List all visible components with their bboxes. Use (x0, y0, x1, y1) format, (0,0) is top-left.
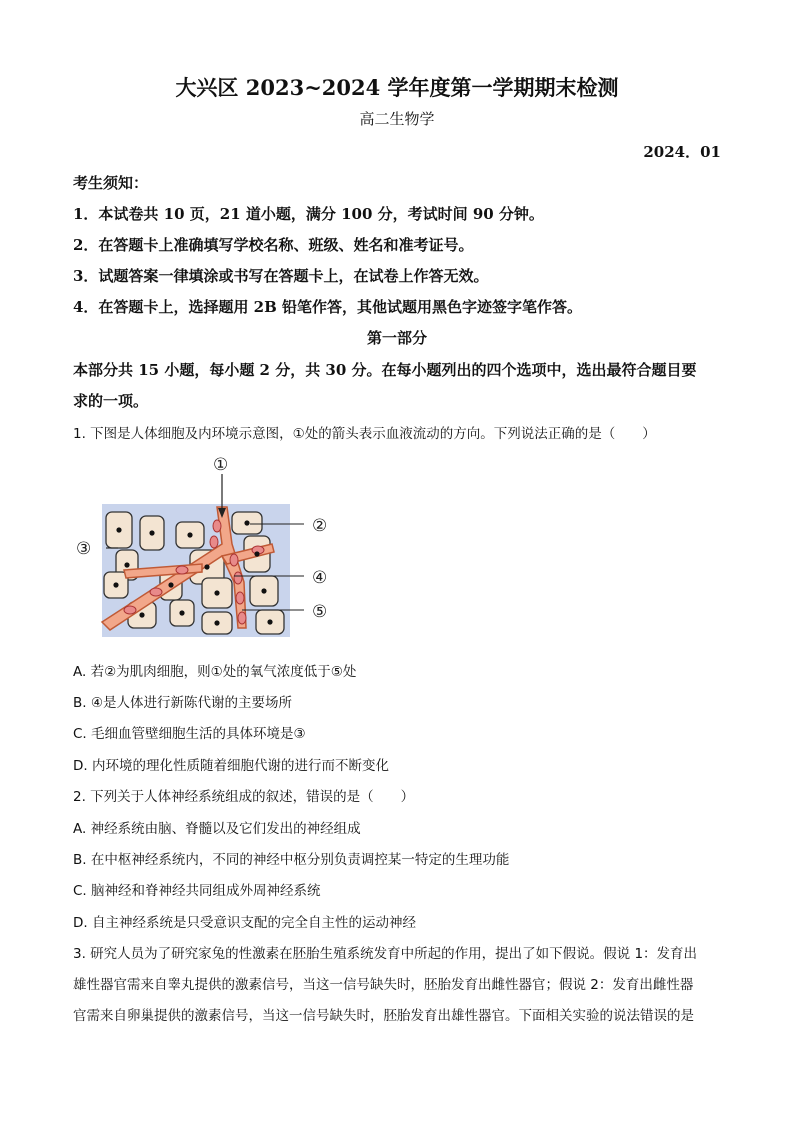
figure-label: ② (312, 516, 328, 536)
red-blood-cell (238, 612, 246, 624)
red-blood-cell (210, 536, 218, 548)
question-stem: 官需来自卵巢提供的激素信号，当这一信号缺失时，胚胎发育出雄性器官。下面相关实验的说法错误的是 (73, 1008, 694, 1024)
question-stem: 2. 下列关于人体神经系统组成的叙述，错误的是（ ） (73, 789, 415, 805)
option: C. 脑神经和脊神经共同组成外周神经系统 (73, 883, 321, 899)
notice-item: 2．在答题卡上准确填写学校名称、班级、姓名和准考证号。 (73, 236, 474, 254)
part-intro: 本部分共 15 小题，每小题 2 分，共 30 分。在每小题列出的四个选项中，选出最符合题目要 (73, 361, 697, 379)
red-blood-cell (150, 588, 162, 596)
exam-title: 大兴区 2023~2024 学年度第一学期期末检测 (175, 75, 619, 100)
red-blood-cell (176, 566, 188, 574)
question-stem: 1. 下图是人体细胞及内环境示意图，①处的箭头表示血液流动的方向。下列说法正确的是（ ） (73, 426, 656, 442)
red-blood-cell (236, 592, 244, 604)
option: D. 自主神经系统是只受意识支配的完全自主性的运动神经 (73, 915, 416, 931)
option: C. 毛细血管壁细胞生活的具体环境是③ (73, 726, 306, 742)
figure-label: ④ (312, 568, 328, 588)
option: B. 在中枢神经系统内，不同的神经中枢分别负责调控某一特定的生理功能 (73, 852, 510, 868)
figure-label: ③ (76, 539, 92, 559)
notice-item: 4．在答题卡上，选择题用 2B 铅笔作答，其他试题用黑色字迹签字笔作答。 (73, 298, 582, 316)
option: A. 若②为肌肉细胞，则①处的氧气浓度低于⑤处 (73, 664, 357, 680)
red-blood-cell (230, 554, 238, 566)
red-blood-cell (234, 572, 242, 584)
exam-date: 2024．01 (643, 143, 721, 161)
cell-environment-figure (72, 452, 337, 642)
part-intro: 求的一项。 (73, 392, 149, 410)
question-stem: 雄性器官需来自睾丸提供的激素信号，当这一信号缺失时，胚胎发育出雌性器官；假说 2：发育出雌性器 (73, 977, 694, 993)
figure-label: ⑤ (312, 602, 328, 622)
red-blood-cell (213, 520, 221, 532)
notice-item: 1．本试卷共 10 页，21 道小题，满分 100 分，考试时间 90 分钟。 (73, 205, 544, 223)
red-blood-cell (124, 606, 136, 614)
notice-heading: 考生须知： (73, 174, 149, 192)
question-stem: 3. 研究人员为了研究家兔的性激素在胚胎生殖系统发育中所起的作用，提出了如下假说。假说 1：发育出 (73, 946, 698, 962)
part-title: 第一部分 (366, 329, 427, 347)
notice-item: 3．试题答案一律填涂或书写在答题卡上，在试卷上作答无效。 (73, 267, 489, 285)
figure-label: ① (213, 455, 229, 475)
option: B. ④是人体进行新陈代谢的主要场所 (73, 695, 292, 711)
option: D. 内环境的理化性质随着细胞代谢的进行而不断变化 (73, 758, 389, 774)
option: A. 神经系统由脑、脊髓以及它们发出的神经组成 (73, 821, 361, 837)
subject-title: 高二生物学 (359, 110, 435, 128)
